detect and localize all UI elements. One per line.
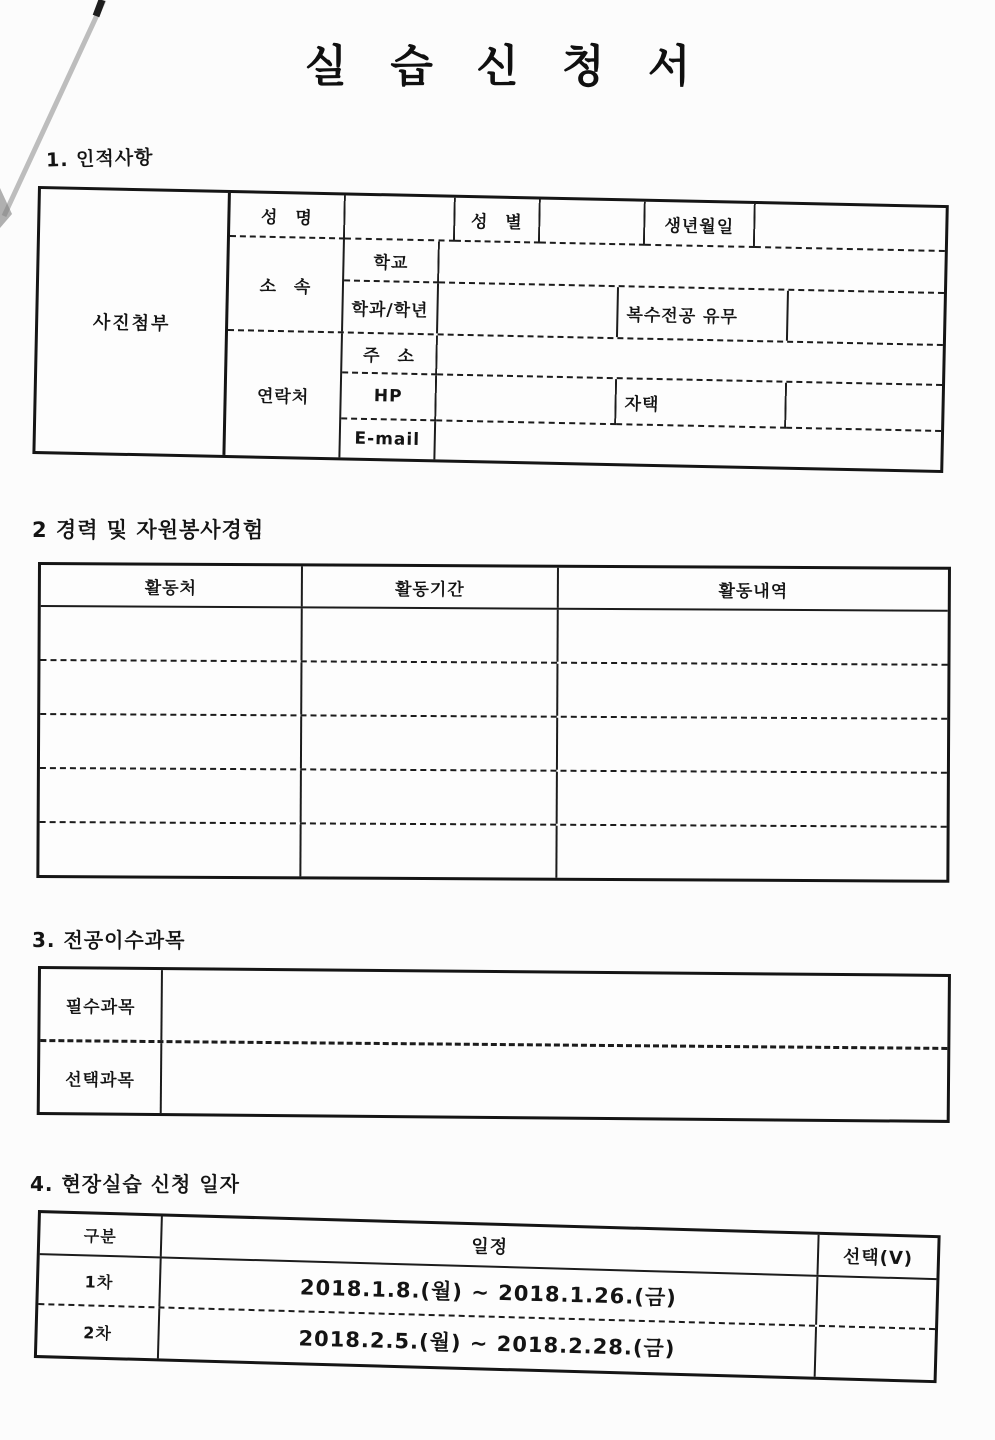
experience-cell[interactable] <box>558 610 947 664</box>
name-value-cell[interactable] <box>345 195 456 241</box>
section1-heading: 1. 인적사항 <box>45 146 154 172</box>
dept-year-value-cell[interactable] <box>438 283 619 337</box>
double-major-value-cell[interactable] <box>788 291 944 344</box>
email-label: E-mail <box>340 419 436 459</box>
experience-cell[interactable] <box>302 716 558 769</box>
elective-courses-label: 선택과목 <box>40 1042 163 1113</box>
experience-cell[interactable] <box>558 718 947 772</box>
contact-label: 연락처 <box>225 331 343 457</box>
experience-cell[interactable] <box>40 715 302 768</box>
schedule-table <box>34 1210 941 1383</box>
experience-table <box>36 562 951 883</box>
photo-attach-cell[interactable]: 사진첨부 <box>35 189 230 455</box>
experience-cell[interactable] <box>558 772 947 826</box>
personal-info-table <box>32 186 948 473</box>
section2-heading: 2 경력 및 자원봉사경험 <box>32 518 265 542</box>
document-title: 실 습 신 청 서 <box>304 41 705 92</box>
double-major-label: 복수전공 유무 <box>618 287 789 341</box>
required-courses-value-cell[interactable] <box>162 970 948 1047</box>
name-label: 성 명 <box>230 193 346 239</box>
schedule-row2-period: 2018.2.5.(월) ~ 2018.2.28.(금) <box>159 1308 817 1376</box>
experience-cell[interactable] <box>558 664 947 718</box>
schedule-row1-label: 1차 <box>38 1255 161 1306</box>
elective-courses-value-cell[interactable] <box>162 1043 948 1120</box>
schedule-col-select: 선택(V) <box>842 1246 914 1270</box>
required-courses-label: 필수과목 <box>40 969 163 1040</box>
home-phone-value-cell[interactable] <box>786 383 942 432</box>
schedule-row1-check-cell[interactable] <box>817 1277 936 1328</box>
experience-cell[interactable] <box>557 826 946 880</box>
experience-col-period: 활동기간 <box>303 566 559 607</box>
affiliation-label: 소 속 <box>228 237 345 331</box>
experience-cell[interactable] <box>40 769 302 822</box>
schedule-row1-period: 2018.1.8.(월) ~ 2018.1.26.(금) <box>160 1258 818 1324</box>
schedule-row2-label: 2차 <box>37 1305 160 1358</box>
birthdate-value-cell[interactable] <box>755 204 946 252</box>
experience-cell[interactable] <box>40 661 302 714</box>
home-phone-label: 자택 <box>616 379 787 429</box>
dept-year-label: 학과/학년 <box>343 281 439 333</box>
hp-value-cell[interactable] <box>436 375 617 425</box>
gender-label: 성 별 <box>455 198 541 244</box>
experience-cell[interactable] <box>302 770 558 823</box>
schedule-col-period: 일정 <box>162 1216 820 1274</box>
experience-cell[interactable] <box>301 824 557 877</box>
experience-cell[interactable] <box>39 823 301 876</box>
birthdate-label: 생년월일 <box>645 202 756 248</box>
courses-table <box>37 966 951 1123</box>
experience-col-place: 활동처 <box>41 565 303 606</box>
schedule-row2-check-cell[interactable] <box>816 1327 935 1380</box>
section4-heading: 4. 현장실습 신청 일자 <box>30 1172 240 1196</box>
experience-cell[interactable] <box>302 662 558 715</box>
gender-value-cell[interactable] <box>540 200 646 246</box>
school-label: 학교 <box>344 239 440 283</box>
experience-cell[interactable] <box>40 607 302 660</box>
experience-col-detail: 활동내역 <box>718 581 789 602</box>
section3-heading: 3. 전공이수과목 <box>32 928 186 952</box>
address-label: 주 소 <box>342 333 438 375</box>
hp-label: HP <box>341 373 437 421</box>
schedule-col-type: 구분 <box>40 1213 163 1256</box>
experience-cell[interactable] <box>302 608 558 661</box>
